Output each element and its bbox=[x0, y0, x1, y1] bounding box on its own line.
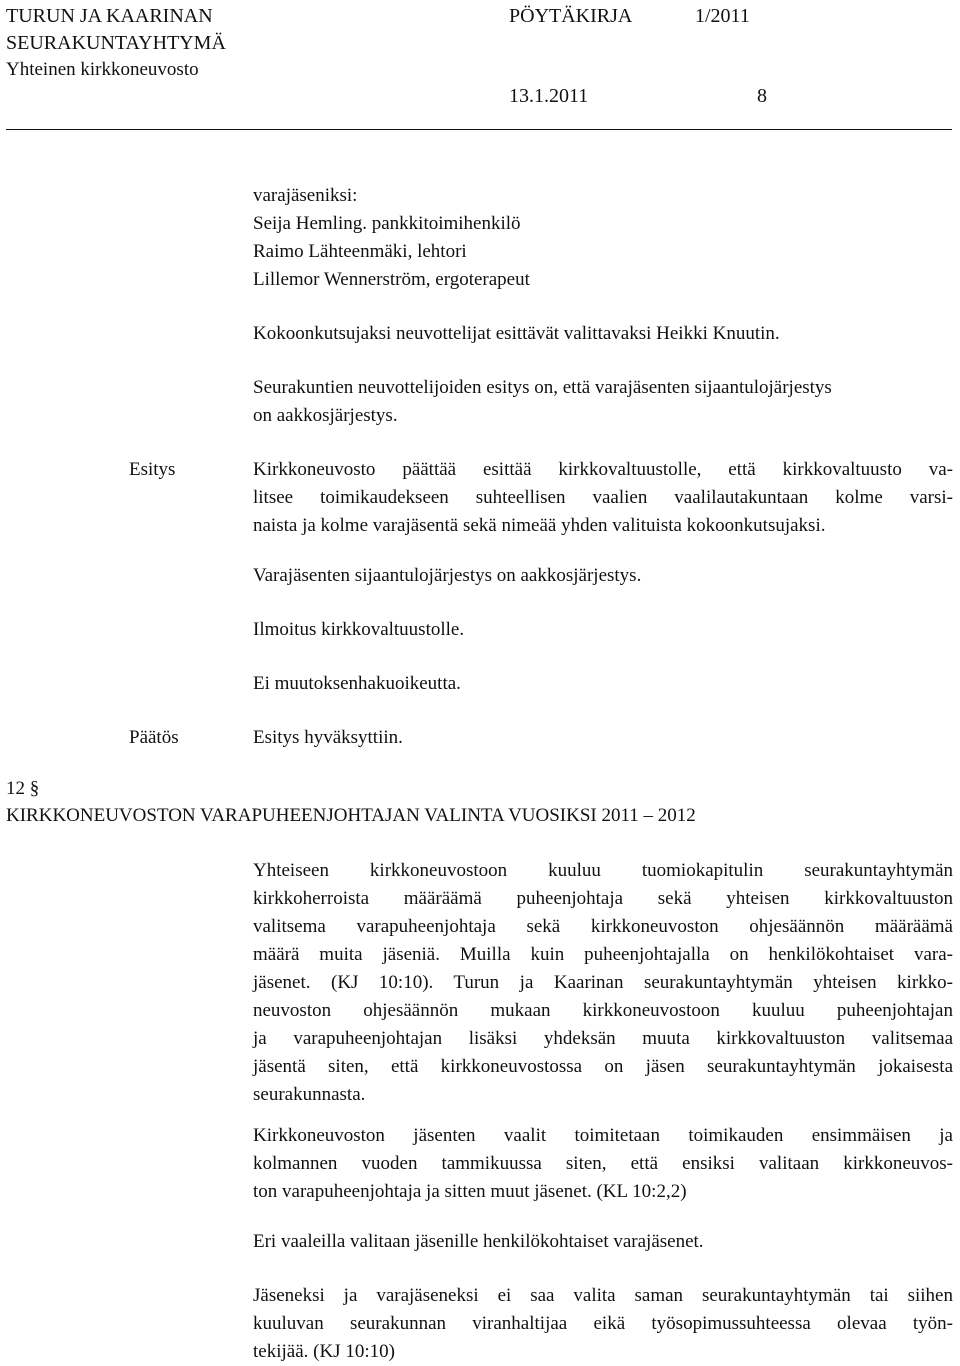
paragraph-line: ja varapuheenjohtajan lisäksi yhdeksän muuta kirkkovaltuuston valitsemaa bbox=[253, 1028, 953, 1049]
deputy-name: Seija Hemling. pankkitoimihenkilö bbox=[253, 213, 521, 234]
paragraph-line: kolmannen vuoden tammikuussa siten, että ensiksi valitaan kirkkoneuvos- bbox=[253, 1153, 953, 1174]
page-number: 8 bbox=[757, 85, 767, 107]
esitys-line: Kirkkoneuvosto päättää esittää kirkkovaltuustolle, että kirkkovaltuusto va- bbox=[253, 459, 953, 480]
paatos-label: Päätös bbox=[129, 727, 179, 748]
paragraph-line: kirkkoherroista määräämä puheenjohtaja sekä yhteisen kirkkovaltuuston bbox=[253, 888, 953, 909]
paragraph-line: tekijää. (KJ 10:10) bbox=[253, 1341, 395, 1362]
esitys-line: litsee toimikaudekseen suhteellisen vaalien vaalilautakuntaan kolme varsi- bbox=[253, 487, 953, 508]
proposal-note-line: Seurakuntien neuvottelijoiden esitys on, että varajäsenten sijaantulojärjestys bbox=[253, 377, 832, 398]
paragraph-line: määrä muita jäseniä. Muilla kuin puheenjohtajalla on henkilökohtaiset vara- bbox=[253, 944, 953, 965]
paragraph-line: jäsentä siten, että kirkkoneuvostossa on jäsen seurakuntayhtymän jokaisesta bbox=[253, 1056, 953, 1077]
organization-body: Yhteinen kirkkoneuvosto bbox=[6, 59, 199, 80]
proposal-note-line: on aakkosjärjestys. bbox=[253, 405, 398, 426]
order-note: Varajäsenten sijaantulojärjestys on aakkosjärjestys. bbox=[253, 565, 642, 586]
paragraph-line: kuuluvan seurakunnan viranhaltijaa eikä työsopimussuhteessa olevaa työn- bbox=[253, 1313, 953, 1334]
body-paragraph bbox=[253, 857, 953, 1109]
section-number: 12 bbox=[6, 778, 25, 799]
paragraph-line: Kirkkoneuvoston jäsenten vaalit toimitetaan toimikauden ensimmäisen ja bbox=[253, 1125, 953, 1146]
esitys-line: naista ja kolme varajäsentä sekä nimeää yhden valituista kokoonkutsujaksi. bbox=[253, 515, 826, 536]
section-number-line bbox=[6, 775, 39, 803]
document-date: 13.1.2011 bbox=[509, 85, 589, 107]
paragraph-line: Yhteiseen kirkkoneuvostoon kuuluu tuomiokapitulin seurakuntayhtymän bbox=[253, 860, 953, 881]
convener-note: Kokoonkutsujaksi neuvottelijat esittävät valittavaksi Heikki Knuutin. bbox=[253, 323, 780, 344]
deputy-name: Lillemor Wennerström, ergoterapeut bbox=[253, 269, 530, 290]
body-paragraph bbox=[253, 1282, 953, 1366]
body-paragraph: Eri vaaleilla valitaan jäsenille henkilökohtaiset varajäsenet. bbox=[253, 1231, 704, 1252]
paragraph-line: seurakunnasta. bbox=[253, 1084, 366, 1105]
paatos-text: Esitys hyväksyttiin. bbox=[253, 727, 403, 748]
esitys-text bbox=[253, 456, 953, 540]
paragraph-line: neuvoston ohjesäännön mukaan kirkkoneuvostoon kuuluu puheenjohtajan bbox=[253, 1000, 953, 1021]
paragraph-line: jäsenet. (KJ 10:10). Turun ja Kaarinan seurakuntayhtymän yhteisen kirkko- bbox=[253, 972, 953, 993]
deputies-heading: varajäseniksi: bbox=[253, 185, 358, 206]
section-title: KIRKKONEUVOSTON VARAPUHEENJOHTAJAN VALINTA VUOSIKSI 2011 – 2012 bbox=[6, 805, 696, 826]
paragraph-line: ton varapuheenjohtaja ja sitten muut jäsenet. (KL 10:2,2) bbox=[253, 1181, 687, 1202]
paragraph-line: valitsema varapuheenjohtaja sekä kirkkoneuvoston ohjesäännön määräämä bbox=[253, 916, 953, 937]
paragraph-line: Jäseneksi ja varajäseneksi ei saa valita saman seurakuntayhtymän tai siihen bbox=[253, 1285, 953, 1306]
document-number: 1/2011 bbox=[695, 5, 750, 27]
organization-name: TURUN JA KAARINAN bbox=[6, 5, 213, 27]
document-type: PÖYTÄKIRJA bbox=[509, 5, 633, 27]
section-symbol: § bbox=[29, 778, 40, 799]
header-rule bbox=[6, 129, 952, 130]
deputy-name: Raimo Lähteenmäki, lehtori bbox=[253, 241, 467, 262]
organization-unit: SEURAKUNTAYHTYMÄ bbox=[6, 32, 226, 54]
esitys-label: Esitys bbox=[129, 459, 176, 480]
notice-note: Ilmoitus kirkkovaltuustolle. bbox=[253, 619, 465, 640]
appeal-note: Ei muutoksenhakuoikeutta. bbox=[253, 673, 461, 694]
body-paragraph bbox=[253, 1122, 953, 1206]
